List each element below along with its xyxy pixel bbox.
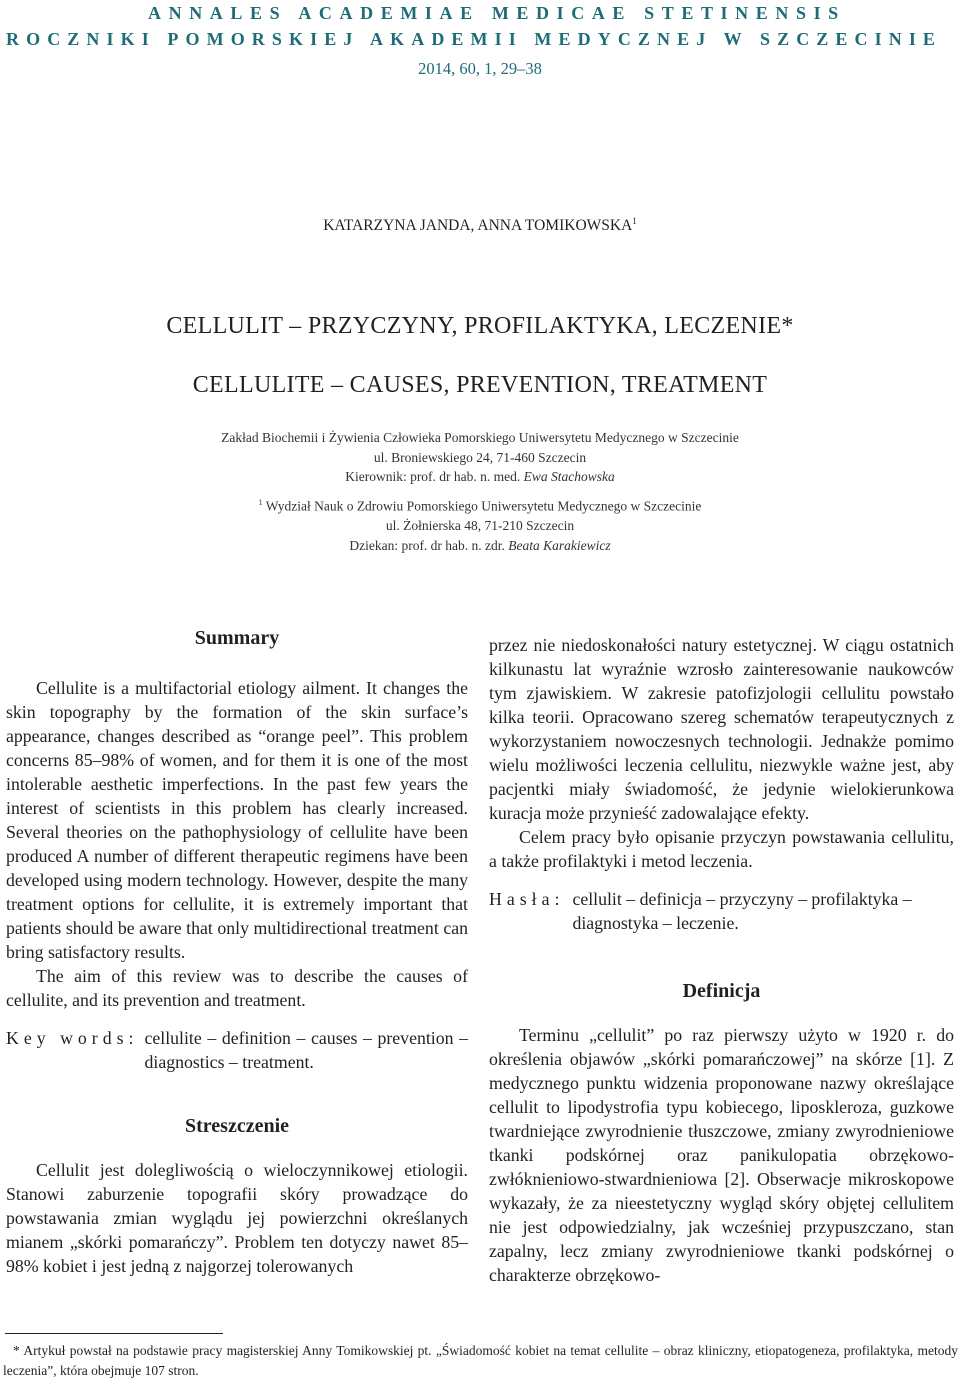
- footnote-text: * Artykuł powstał na podstawie pracy magisterskiej Anny Tomikowskiej pt. „Świadomość kobiet na temat cellulite – obraz kliniczny, etiopatogeneza, profilaktyka, metody leczenia”, która obejmuje 107 stron.: [3, 1343, 958, 1378]
- definicja-paragraph-1: Terminu „cellulit” po raz pierwszy użyto w 1920 r. do określenia objawów „skórki pomarańczowej” na skórze [1]. Z medycznego punktu widzenia proponowane nazwy określające cellulit to lipodystrofia typu kobiecego, liposkleroza, guzkowe twardniejące zwyrodnienie tłuszczowe, zmiany zwyrodnieniowe tkanki podskórnej oraz panikulopatia obrzękowo-zwłóknieniowo-stwardnieniowa [2]. Obserwacje mikroskopowe wykazały, że za nieestetyczny wygląd skóry objętej cellulitem nie jest odpowiedzialny, jak wcześniej przypuszczano, stan zapalny, lecz zmiany zwyrodnieniowe tkanki podskórnej o charakterze obrzękowo-: [489, 1025, 954, 1285]
- authors-names: KATARZYNA JANDA, ANNA TOMIKOWSKA: [323, 217, 633, 235]
- right-column: [489, 633, 954, 1287]
- affiliation-2-head-name: Beata Karakiewicz: [508, 537, 611, 553]
- keywords-label: Key words:: [6, 1028, 139, 1048]
- haslo-label: Hasła:: [489, 889, 565, 909]
- footnote: [3, 1341, 958, 1381]
- left-column: [6, 626, 468, 1278]
- authors: [0, 216, 960, 235]
- affiliation-1-line2: ul. Broniewskiego 24, 71-460 Szczecin: [373, 449, 587, 465]
- summary-heading: Summary: [194, 627, 280, 649]
- affiliation-2: [0, 493, 960, 555]
- journal-citation: 2014, 60, 1, 29–38: [418, 59, 542, 78]
- affiliation-2-line2: ul. Żołnierska 48, 71-210 Szczecin: [385, 518, 575, 533]
- summary-keywords: [6, 1026, 468, 1074]
- affiliation-2-mark: 1: [258, 498, 263, 507]
- streszczenie-heading: Streszczenie: [184, 1115, 290, 1137]
- title-english: CELLULITE – CAUSES, PREVENTION, TREATMENT: [192, 372, 768, 398]
- affiliation-1-line3: [0, 467, 960, 487]
- streszczenie-paragraph-1: Cellulit jest dolegliwością o wieloczynnikowej etiologii. Stanowi zaburzenie topografii skóry prowadzące do powstawania zmian wyglądu jej powierzchni określanych mianem „skórki pomarańczy”. Problem ten dotyczy nawet 85–98% kobiet i jest jedną z najgorzej tolerowanych: [6, 1160, 468, 1276]
- definicja-heading: Definicja: [682, 980, 761, 1002]
- affiliation-1-head-name: Ewa Stachowska: [523, 469, 615, 484]
- footnote-rule: [5, 1333, 223, 1334]
- affiliation-2-unit: Wydział Nauk o Zdrowiu Pomorskiego Uniwersytetu Medycznego w Szczecinie: [265, 498, 702, 514]
- affiliation-2-head-title: Dziekan: prof. dr hab. n. zdr.: [349, 537, 509, 553]
- keywords-text: cellulite – definition – causes – prevention – diagnostics – treatment.: [144, 1028, 468, 1072]
- journal-name-polish: ROCZNIKI POMORSKIEJ AKADEMII MEDYCZNEJ W SZCZECINIE: [6, 29, 943, 49]
- title-polish: CELLULIT – PRZYCZYNY, PROFILAKTYKA, LECZENIE*: [166, 313, 794, 339]
- affiliation-1: [0, 428, 960, 487]
- affiliation-1-line1: Zakład Biochemii i Żywienia Człowieka Pomorskiego Uniwersytetu Medycznego w Szczecinie: [221, 430, 739, 445]
- summary-paragraph-1: Cellulite is a multifactorial etiology ailment. It changes the skin topography by the formation of the skin surface’s appearance, changes described as “orange peel”. This problem concerns 85–98% of women, and for them it is one of the most intolerable aesthetic imperfections. In the past few years the interest of scientists in this problem has clearly increased. Several theories on the pathophysiology of cellulite have been produced A number of different therapeutic regimens have been developed using modern technology. However, despite the many treatment options for cellulite, it is extremely important that patients should be aware that only multidirectional treatment can bring satisfactory results.: [6, 678, 468, 962]
- streszczenie-keywords: [489, 887, 954, 935]
- affiliation-1-head-title: Kierownik: prof. dr hab. n. med.: [345, 469, 524, 484]
- streszczenie-paragraph-2: Celem pracy było opisanie przyczyn powstawania cellulitu, a także profilaktyki i metod leczenia.: [489, 827, 954, 871]
- journal-name-latin: ANNALES ACADEMIAE MEDICAE STETINENSIS: [148, 3, 846, 23]
- affiliation-2-line1: [0, 493, 960, 516]
- authors-affiliation-mark: 1: [632, 216, 637, 226]
- affiliation-2-line3: [0, 536, 960, 556]
- haslo-text: cellulit – definicja – przyczyny – profilaktyka – diagnostyka – leczenie.: [572, 889, 912, 933]
- streszczenie-paragraph-1-continued: przez nie niedoskonałości natury estetycznej. W ciągu ostatnich kilkunastu lat wyraźnie wzrosło zainteresowanie naukowców tym zjawiskiem. W zakresie patofizjologii cellulitu powstało kilka teorii. Opracowano szereg schematów terapeutycznych z wykorzystaniem nowoczesnych technologii. Jednakże pomimo wielu możliwości leczenia cellulitu, niezwykle ważne jest, aby pacjentki miały świadomość, że jedynie wielokierunkowa kuracja może przynieść zadowalające efekty.: [489, 635, 954, 823]
- summary-paragraph-2: The aim of this review was to describe the causes of cellulite, and its prevention and treatment.: [6, 966, 468, 1010]
